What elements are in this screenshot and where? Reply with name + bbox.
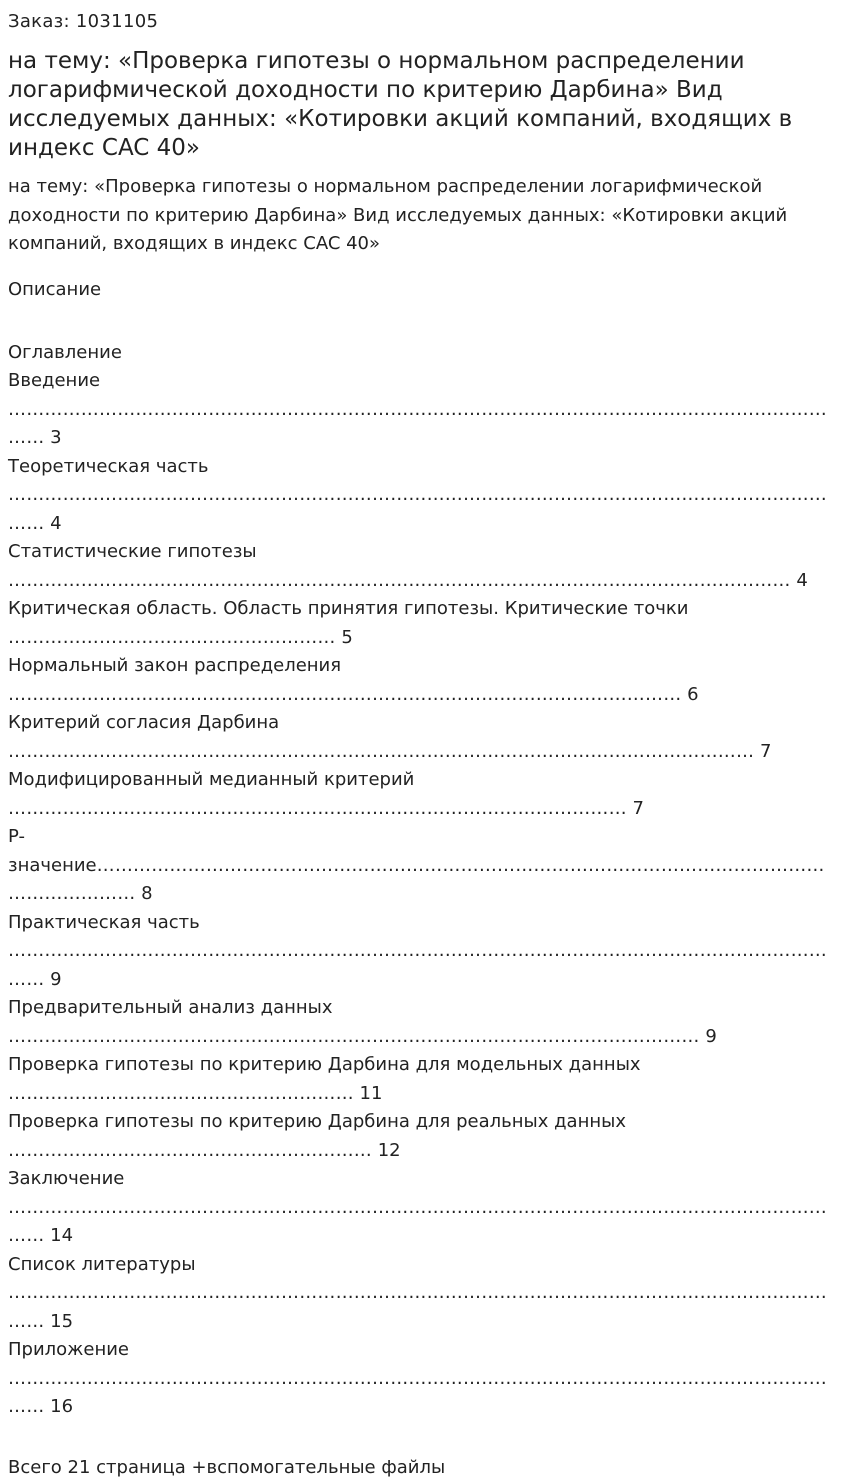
page-title: на тему: «Проверка гипотезы о нормальном распределении логарифмической доходности по критерию Дарбина» Вид исследуемых данных: «Котировки акций компаний, входящих в индекс CAC 40» bbox=[8, 48, 793, 161]
toc-item-title: P-значение bbox=[8, 826, 97, 876]
toc-item-page-number: 3 bbox=[50, 427, 62, 448]
toc-item-leader: …………………………………………………………………………………………………………………………… bbox=[8, 398, 827, 448]
toc-item bbox=[8, 453, 839, 539]
toc-item-leader: …………………………………………………………………………………………………………………………… bbox=[8, 940, 827, 990]
toc-item bbox=[8, 709, 839, 766]
toc-item bbox=[8, 994, 839, 1051]
toc-item bbox=[8, 1336, 839, 1422]
toc-item bbox=[8, 823, 839, 909]
toc-item-leader: …………………………………………………………………………………………………………………………… bbox=[8, 1196, 827, 1246]
toc-item bbox=[8, 367, 839, 453]
toc-item bbox=[8, 909, 839, 995]
toc-item-page-number: 4 bbox=[50, 512, 62, 534]
toc-item-title: Приложение bbox=[8, 1339, 130, 1360]
toc-item-page-number: 14 bbox=[50, 1225, 74, 1246]
toc-item bbox=[8, 595, 839, 652]
toc-item-page-number: 9 bbox=[705, 1025, 717, 1047]
toc-item-title: Нормальный закон распределения bbox=[8, 655, 342, 676]
toc-item bbox=[8, 538, 839, 595]
toc-item-title: Теоретическая часть bbox=[8, 455, 209, 477]
toc-item-leader: …………………………………………………………………………………………………………………………… bbox=[8, 854, 825, 904]
order-number: Заказ: 1031105 bbox=[8, 11, 159, 32]
toc-item-page-number: 15 bbox=[50, 1310, 74, 1332]
toc-item-leader: …………………………………………………………………………………………………………………………… bbox=[8, 1367, 827, 1417]
total-pages-note: Всего 21 страница +вспомогательные файлы bbox=[8, 1456, 446, 1478]
toc-item-title: Модифицированный медианный критерий bbox=[8, 769, 415, 790]
page-subtitle: на тему: «Проверка гипотезы о нормальном распределении логарифмической доходности по критерию Дарбина» Вид исследуемых данных: «Котировки акций компаний, входящих в индекс CAC 40» bbox=[8, 176, 788, 254]
toc-item-page-number: 11 bbox=[359, 1082, 383, 1104]
toc-item-leader: ………………………………………………………………………………………………… bbox=[8, 683, 682, 705]
toc-item bbox=[8, 1251, 839, 1337]
toc-item-page-number: 7 bbox=[759, 740, 772, 762]
toc-item-title: Список литературы bbox=[8, 1253, 196, 1275]
toc-item-page-number: 7 bbox=[632, 797, 644, 819]
toc-item-title: Заключение bbox=[8, 1168, 125, 1189]
toc-item bbox=[8, 652, 839, 709]
toc-item-leader: …………………………………………………………………………………………………… bbox=[8, 1025, 700, 1047]
toc-item-title: Критерий согласия Дарбина bbox=[8, 712, 280, 733]
toc-item-leader: …………………………………………………………………………………………………………… bbox=[8, 740, 755, 762]
toc-item-leader: …………………………………………………………………………………………………………………………… bbox=[8, 1282, 827, 1332]
toc-item-title: Статистические гипотезы bbox=[8, 541, 257, 562]
toc-item-leader: ………………………………………………………………………………………………………………… bbox=[8, 569, 791, 591]
toc-item-page-number: 6 bbox=[687, 683, 699, 705]
toc-item bbox=[8, 1165, 839, 1251]
toc-item-title: Критическая область. Область принятия гипотезы. Критические точки bbox=[8, 598, 689, 619]
toc-item-title: Практическая часть bbox=[8, 911, 200, 933]
toc-item-title: Проверка гипотезы по критерию Дарбина для модельных данных bbox=[8, 1054, 641, 1075]
toc-item-leader: ………………………………………………… bbox=[8, 1082, 354, 1104]
toc-item-page-number: 8 bbox=[141, 883, 153, 904]
toc-item-leader: ……………………………………………… bbox=[8, 626, 336, 648]
toc-item-leader: ………………………………………………………………………………………… bbox=[8, 797, 627, 819]
toc-item-page-number: 9 bbox=[50, 968, 62, 990]
toc-item-page-number: 12 bbox=[377, 1139, 401, 1161]
toc-item-page-number: 16 bbox=[50, 1396, 74, 1417]
toc-item-leader: …………………………………………………… bbox=[8, 1139, 372, 1161]
toc-item-title: Проверка гипотезы по критерию Дарбина для реальных данных bbox=[8, 1111, 626, 1132]
table-of-contents bbox=[8, 367, 839, 1422]
toc-item bbox=[8, 1051, 839, 1108]
toc-item-page-number: 4 bbox=[796, 569, 808, 591]
toc-item-title: Предварительный анализ данных bbox=[8, 997, 333, 1018]
toc-heading: Оглавление bbox=[8, 341, 122, 363]
description-label: Описание bbox=[8, 278, 102, 300]
toc-item-title: Введение bbox=[8, 370, 101, 391]
toc-item-leader: …………………………………………………………………………………………………………………………… bbox=[8, 484, 827, 534]
toc-item-page-number: 5 bbox=[341, 626, 353, 648]
toc-item bbox=[8, 1108, 839, 1165]
toc-item bbox=[8, 766, 839, 823]
